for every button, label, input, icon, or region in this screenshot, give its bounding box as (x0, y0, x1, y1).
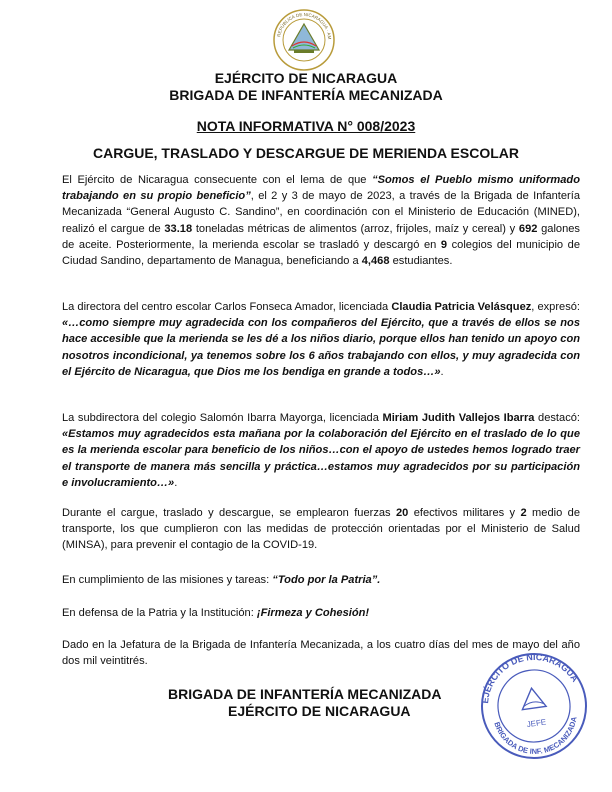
organization-name: EJÉRCITO DE NICARAGUA (214, 70, 398, 86)
paragraph-intro: El Ejército de Nicaragua consecuente con el lema de que “Somos el Pueblo mismo uniformado trabajando en su propio beneficio”, el 2 y 3 de mayo de 2023, a través de la Brigada de Infantería Mecanizada “General Augusto C. Sandino”, en coordinación con el Ministerio de Educación (MINED), realizó el cargue de 33.18 toneladas métricas de alimentos (arroz, frijoles, maíz y cereal) y 692 galones de aceite. Posteriormente, la merienda escolar se trasladó y descargó en 9 colegios del municipio de Ciudad Sandino, departamento de Managua, beneficiando a 4,468 estudiantes. (62, 174, 581, 268)
slogan-firmeza: ¡Firmeza y Cohesión! (256, 607, 370, 619)
paragraph-resources: Durante el cargue, traslado y descargue, se emplearon fuerzas 20 efectivos militares y 2 medio de transporte, los que cumplieron con las medidas de protección orientadas por el Ministerio de Salud (MINSA), para prevenir el contagio de la COVID-19. (62, 507, 580, 552)
paragraph-defense: En defensa de la Patria y la Institución: ¡Firmeza y Cohesión! (62, 607, 370, 619)
vehicles-value: 2 (520, 507, 527, 519)
director-quote: «…como siempre muy agradecida con los compañeros del Ejército, que a través de ellos se nos hace accesible que la merienda se les dé a los niños diario, porque ellos han tenido un apoyo con nosotros incondicional, ya tenemos sobre los 6 años trabajando con ellos, y muy agradecida con el Ejército de Nicaragua, que Dios me los bendiga en grande a todos…» (62, 317, 580, 378)
gallons-value: 692 (518, 222, 538, 235)
paragraph-director-quote: La directora del centro escolar Carlos Fonseca Amador, licenciada Claudia Patricia Velásquez, expresó: «…como siempre muy agradecida con los compañeros del Ejército, que a través de ellos se nos hace accesible que la merienda se les dé a los niños diario, porque ellos han tenido un apoyo con nosotros incondicional, ya tenemos sobre los 6 años trabajando con ellos, y muy agradecida con el Ejército de Nicaragua, que Dios me los bendiga en grande a todos…». (62, 301, 580, 378)
subdirector-name: Miriam Judith Vallejos Ibarra (382, 412, 535, 424)
troops-value: 20 (395, 507, 409, 519)
schools-value: 9 (440, 238, 448, 251)
slogan-patria: “Todo por la Patria”. (272, 574, 381, 586)
svg-text:EJÉRCITO DE NICARAGUA (478, 650, 582, 705)
motto: “Somos el Pueblo mismo uniformado trabajando en su propio beneficio” (62, 174, 580, 203)
coat-of-arms-seal (272, 8, 336, 72)
signature-army: EJÉRCITO DE NICARAGUA (228, 703, 411, 719)
paragraph-subdirector-quote: La subdirectora del colegio Salomón Ibarra Mayorga, licenciada Miriam Judith Vallejos Ibarra destacó: «Estamos muy agradecidos esta mañana por la colaboración del Ejército en el traslado de lo que es la merienda escolar para beneficio de los niños…con el apoyo de ustedes hemos logrado traer el transporte de manera más sencilla y práctica…estamos muy agradecidos por su participación e involucramiento…». (62, 412, 580, 489)
brigade-name: BRIGADA DE INFANTERÍA MECANIZADA (169, 87, 443, 103)
subdirector-quote: «Estamos muy agradecidos esta mañana por la colaboración del Ejército en el traslado de lo que es la merienda escolar para beneficio de los niños…con el apoyo de ustedes hemos logrado traer el transporte de manera más sencilla y práctica…estamos muy agradecidos por su participación e involucramiento…» (62, 428, 580, 489)
document-title: CARGUE, TRASLADO Y DESCARGUE DE MERIENDA ESCOLAR (92, 145, 519, 161)
paragraph-closing: Dado en la Jefatura de la Brigada de Infantería Mecanizada, a los cuatro días del mes de mayo del año dos mil veintitrés. (62, 639, 580, 668)
official-stamp (478, 650, 590, 762)
document-number: NOTA INFORMATIVA N° 008/2023 (196, 118, 416, 134)
director-name: Claudia Patricia Velásquez (391, 301, 532, 313)
stamp-inner-text: JEFE (526, 717, 547, 730)
paragraph-missions: En cumplimiento de las misiones y tareas: “Todo por la Patria”. (62, 574, 381, 586)
stamp-bottom-text: BRIGADA DE INF. MECANIZADA (492, 715, 579, 756)
stamp-top-text: EJÉRCITO DE NICARAGUA (480, 651, 581, 705)
students-value: 4,468 (361, 255, 390, 268)
tons-value: 33.18 (164, 222, 193, 235)
seal-text: REPÚBLICA DE NICARAGUA · AM (276, 11, 333, 40)
signature-brigade: BRIGADA DE INFANTERÍA MECANIZADA (168, 686, 442, 702)
